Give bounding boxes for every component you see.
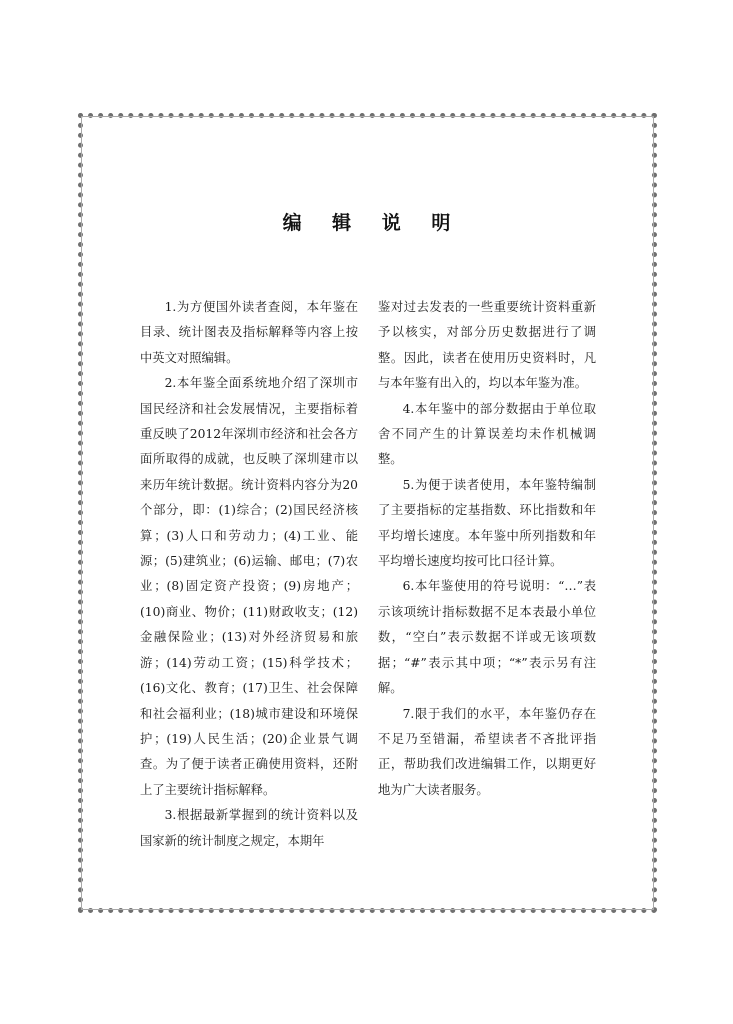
- paragraph-6: 6.本年鉴使用的符号说明：“…”表示该项统计指标数据不足本表最小单位数，“空白”表示数据不详或无该项数据；“#”表示其中项；“*”表示另有注解。: [378, 579, 596, 696]
- paragraph-3-continued: 鉴对过去发表的一些重要统计资料重新予以核实，对部分历史数据进行了调整。因此，读者在使用历史资料时，凡与本年鉴有出入的，均以本年鉴为准。: [378, 300, 596, 391]
- paragraph-1: 1.为方便国外读者查阅，本年鉴在目录、统计图表及指标解释等内容上按中英文对照编辑。: [140, 300, 358, 365]
- paragraph-7: 7.限于我们的水平，本年鉴仍存在不足乃至错漏，希望读者不吝批评指正，帮助我们改进编辑工作，以期更好地为广大读者服务。: [378, 706, 596, 797]
- page-title: 编 辑 说 明: [282, 212, 463, 234]
- paragraph-2: 2.本年鉴全面系统地介绍了深圳市国民经济和社会发展情况，主要指标着重反映了2012年深圳市经济和社会各方面所取得的成就，也反映了深圳建市以来历年统计数据。统计资料内容分为20个部分，即：(1)综合；(2)国民经济核算；(3)人口和劳动力；(4)工业、能源；(5)建筑业；(6)运输、邮电；(7)农业；(8)固定资产投资；(9)房地产；(10)商业、物价；(11)财政收支；(12)金融保险业；(13)对外经济贸易和旅游；(14)劳动工资；(15)科学技术；(16)文化、教育；(17)卫生、社会保障和社会福利业；(18)城市建设和环境保护；(19)人民生活；(20)企业景气调查。为了便于读者正确使用资料，还附上了主要统计指标解释。: [140, 376, 358, 797]
- paragraph-3-start: 3.根据最新掌握到的统计资料以及国家新的统计制度之规定，本期年: [140, 808, 358, 848]
- paragraph-4: 4.本年鉴中的部分数据由于单位取舍不同产生的计算误差均未作机械调整。: [378, 401, 596, 467]
- right-column: [378, 295, 596, 803]
- left-column: [140, 295, 358, 854]
- paragraph-5: 5.为便于读者使用，本年鉴特编制了主要指标的定基指数、环比指数和年平均增长速度。本年鉴中所列指数和年平均增长速度均按可比口径计算。: [378, 477, 596, 569]
